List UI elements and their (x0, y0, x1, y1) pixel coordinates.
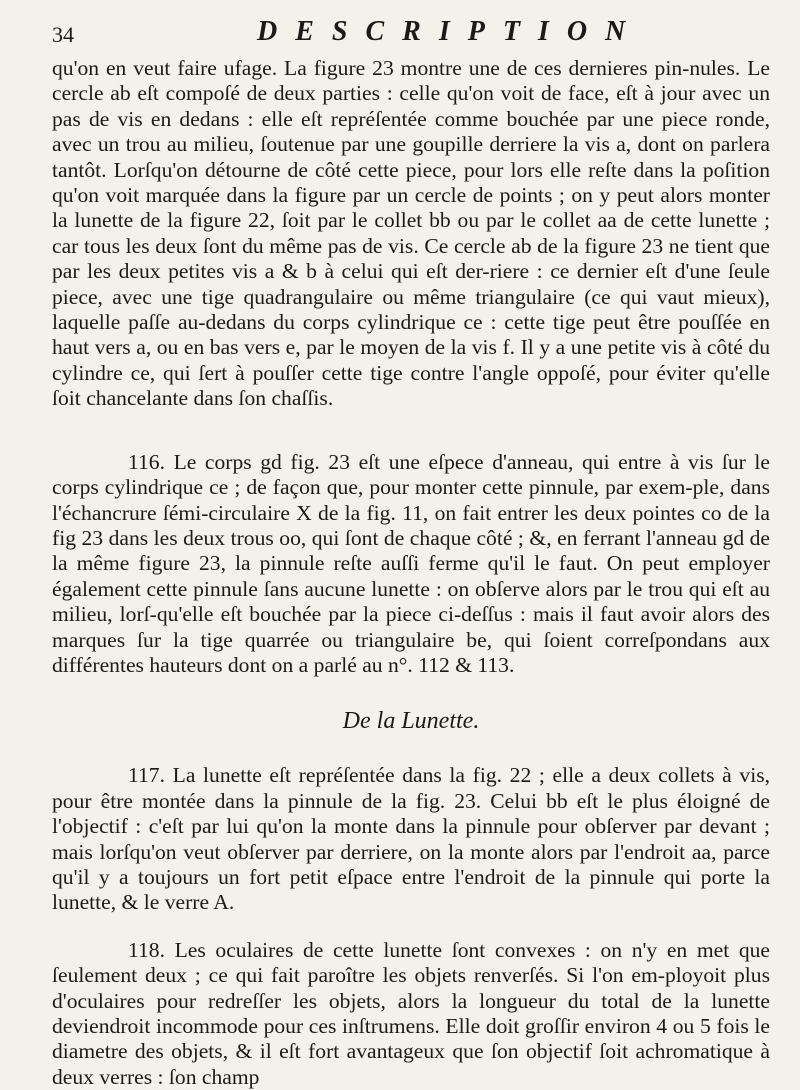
paragraph-117: 117. La lunette eſt repréſentée dans la fig. 22 ; elle a deux collets à vis, pour être montée dans la pinnule de la fig. 23. Celui bb eſt le plus éloigné de l'objectif : c'eſt par lui qu'on la monte dans la pinnule pour obſerver par devant ; mais lorſqu'on veut obſerver par derriere, on la monte alors par l'endroit aa, parce qu'il y a toujours un fort petit eſpace entre l'endroit de la pinnule qui porte la lunette, & le verre A. (52, 763, 770, 915)
paragraph-118: 118. Les oculaires de cette lunette ſont convexes : on n'y en met que ſeulement deux ; ce qui fait paroître les objets renverſés. Si l'on em-ployoit plus d'oculaires pour redreſſer les objets, alors la longueur du total de la lunette deviendroit incommode pour ces inſtrumens. Elle doit groſſir environ 4 ou 5 fois le diametre des objets, & il eſt fort avantageux que ſon objectif ſoit achromatique à deux verres : ſon champ (52, 937, 770, 1089)
section-heading: De la Lunette. (342, 708, 480, 735)
paragraph-116: 116. Le corps gd fig. 23 eſt une eſpece d'anneau, qui entre à vis ſur le corps cylindrique ce ; de façon que, pour monter cette pinnule, par exem-ple, dans l'échancrure ſémi-circulaire X de la fig. 11, on fait entrer les deux pointes co de la fig 23 dans les deux trous oo, qui ſont de chaque côté ; &, en ferrant l'anneau gd de la même figure 23, la pinnule reſte auſſi ferme qu'il le faut. On peut employer également cette pinnule ſans aucune lunette : on obſerve alors par le trou qui eſt au milieu, lorſ-qu'elle eſt bouchée par la piece ci-deſſus : mais il faut avoir alors des marques ſur la tige quarrée ou triangulaire be, qui ſoient correſpondans aux différentes hauteurs dont on a parlé au n°. 112 & 113. (52, 449, 770, 677)
paragraph-pinnule-description: qu'on en veut faire ufage. La figure 23 montre une de ces dernieres pin-nules. Le cercle ab eſt compoſé de deux parties : celle qu'on voit de face, eſt à jour avec un pas de vis en dedans : elle eſt repréſentée comme bouchée par une piece ronde, avec un trou au milieu, ſoutenue par une goupille derriere la vis a, dont on parlera tantôt. Lorſqu'on détourne de côté cette piece, pour lors elle reſte dans la poſition qu'on voit marquée dans la figure par un cercle de points ; on y peut alors monter la lunette de la figure 22, ſoit par le collet bb ou par le collet aa de cette lunette ; car tous les deux ſont du même pas de vis. Ce cercle ab de la figure 23 ne tient que par les deux petites vis a & b à celui qui eſt der-riere : ce dernier eſt d'une ſeule piece, avec une tige quadrangulaire ou même triangulaire (ce qui vaut mieux), laquelle paſſe au-dedans du corps cylindrique ce : cette tige peut être pouſſée en haut vers a, ou en bas vers e, par le moyen de la vis f. Il y a une petite vis à côté du cylindre ce, qui ſert à pouſſer cette tige contre l'angle oppoſé, pour éviter qu'elle ſoit chancelante dans ſon chaſſis. (52, 56, 770, 411)
page-number: 34 (52, 22, 74, 47)
running-title: DESCRIPTION (257, 16, 644, 47)
running-head (52, 16, 770, 56)
